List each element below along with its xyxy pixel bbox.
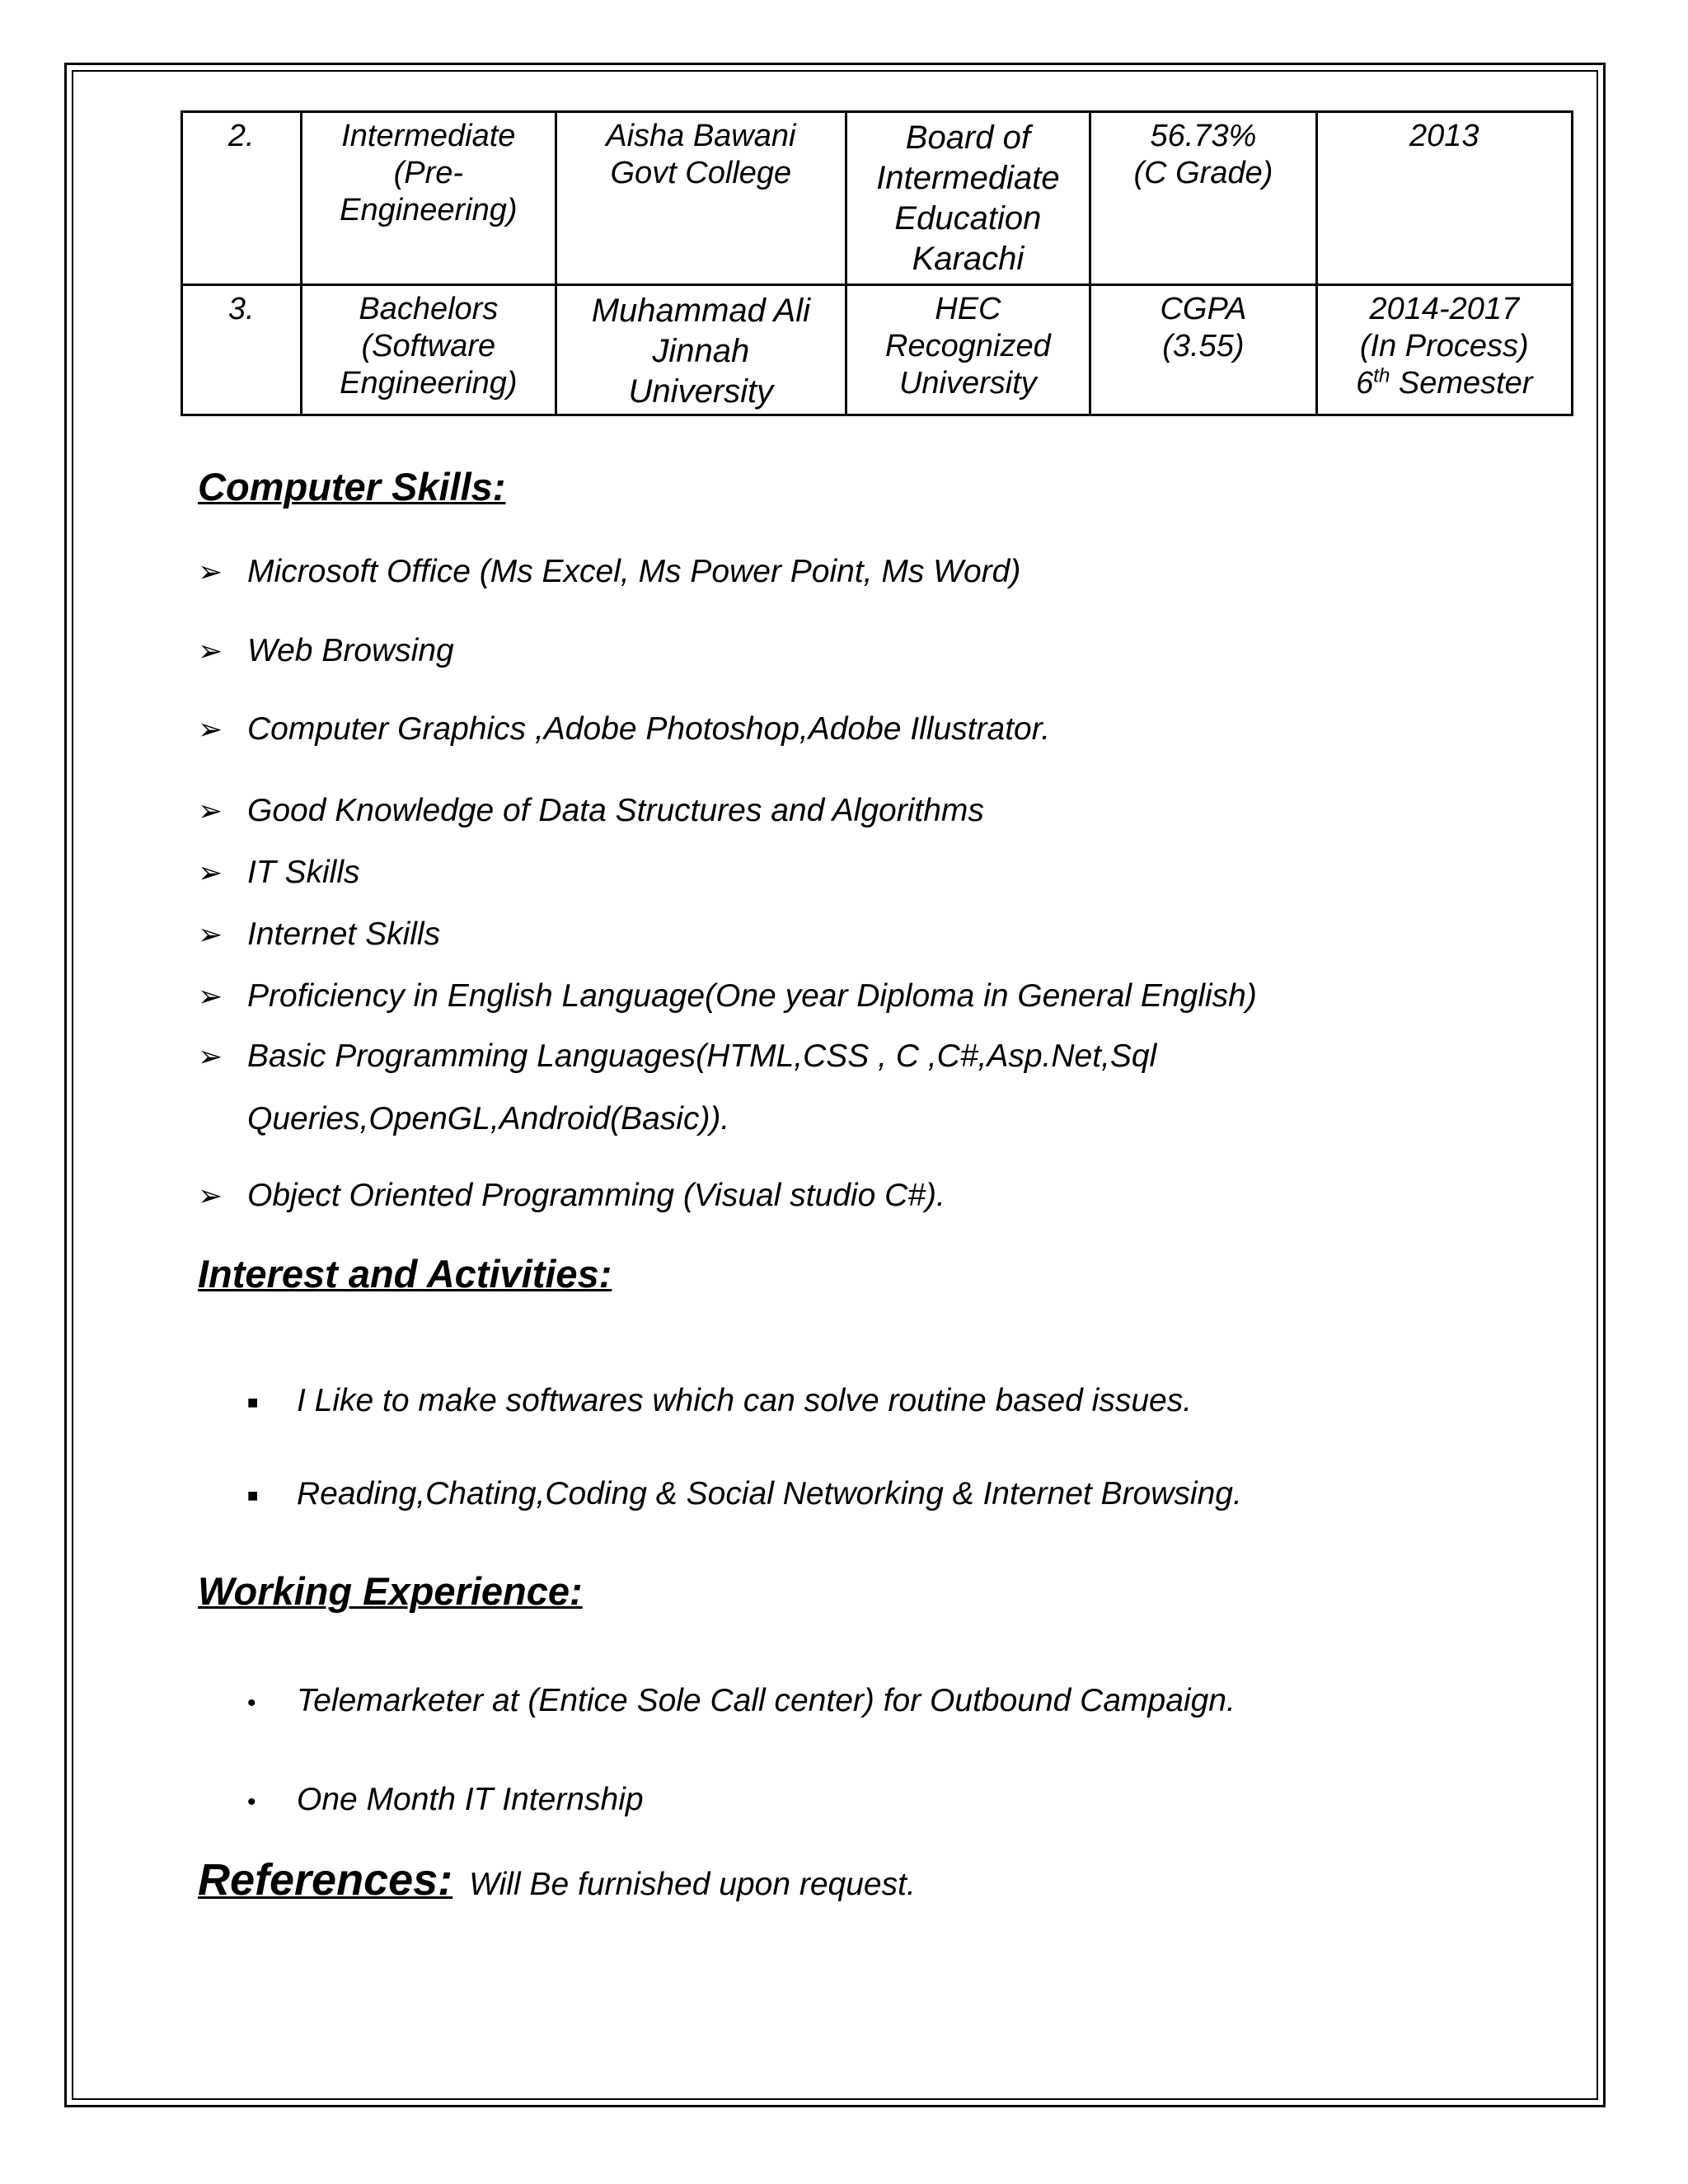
arrow-bullet-icon: ➢: [198, 979, 223, 1013]
square-bullet-icon: ■: [247, 1391, 259, 1413]
row-number: 2.: [182, 112, 302, 285]
list-item: ➢ Computer Graphics ,Adobe Photoshop,Adobe Illustrator.: [198, 698, 1050, 761]
dot-bullet-icon: •: [247, 1788, 256, 1816]
references-heading: References:: [198, 1855, 453, 1905]
list-item: ■ I Like to make softwares which can solve routine based issues.: [247, 1383, 1193, 1418]
year-cell: 2013: [1316, 112, 1572, 285]
institute-cell: Muhammad Ali Jinnah University: [556, 285, 846, 415]
list-item: • One Month IT Internship: [247, 1782, 644, 1817]
arrow-bullet-icon: ➢: [198, 855, 223, 889]
experience-heading: Working Experience:: [198, 1569, 583, 1613]
row-number: 3.: [182, 285, 302, 415]
arrow-bullet-icon: ➢: [198, 634, 223, 668]
degree-cell: Bachelors (Software Engineering): [301, 285, 556, 415]
board-cell: HEC Recognized University: [846, 285, 1090, 415]
list-item: • Telemarketer at (Entice Sole Call center) for Outbound Campaign.: [247, 1683, 1236, 1718]
arrow-bullet-icon: ➢: [198, 555, 223, 588]
square-bullet-icon: ■: [247, 1484, 259, 1506]
result-cell: CGPA (3.55): [1090, 285, 1316, 415]
list-item-continuation: Queries,OpenGL,Android(Basic)).: [247, 1101, 730, 1137]
arrow-bullet-icon: ➢: [198, 794, 223, 827]
interests-heading: Interest and Activities:: [198, 1252, 612, 1296]
result-cell: 56.73% (C Grade): [1090, 112, 1316, 285]
references-row: [198, 1854, 916, 1905]
computer-skills-heading: Computer Skills:: [198, 465, 506, 509]
list-item: ■ Reading,Chating,Coding & Social Networking & Internet Browsing.: [247, 1476, 1242, 1511]
board-cell: Board of Intermediate Education Karachi: [846, 112, 1090, 285]
list-item: ➢ Internet Skills: [198, 903, 440, 966]
list-item: ➢ Object Oriented Programming (Visual studio C#).: [198, 1165, 945, 1227]
institute-cell: Aisha Bawani Govt College: [556, 112, 846, 285]
list-item: ➢ Good Knowledge of Data Structures and Algorithms: [198, 780, 984, 842]
table-row: [182, 285, 1573, 415]
list-item: ➢ Basic Programming Languages(HTML,CSS , C ,C#,Asp.Net,Sql Queries,OpenGL,Android(Basic)).: [198, 1025, 1156, 1151]
arrow-bullet-icon: ➢: [198, 1039, 223, 1073]
list-item: ➢ Web Browsing: [198, 620, 454, 682]
table-row: [182, 112, 1573, 285]
references-text: Will Be furnished upon request.: [469, 1867, 916, 1902]
list-item: ➢ Proficiency in English Language(One year Diploma in General English): [198, 965, 1257, 1028]
dot-bullet-icon: •: [247, 1690, 256, 1717]
degree-cell: Intermediate (Pre- Engineering): [301, 112, 556, 285]
arrow-bullet-icon: ➢: [198, 917, 223, 951]
list-item: ➢ Microsoft Office (Ms Excel, Ms Power Point, Ms Word): [198, 541, 1020, 603]
list-item: ➢ IT Skills: [198, 841, 360, 904]
year-cell: 2014-2017 (In Process) 6th Semester: [1316, 285, 1572, 415]
education-table: [181, 110, 1573, 416]
arrow-bullet-icon: ➢: [198, 1179, 223, 1212]
arrow-bullet-icon: ➢: [198, 712, 223, 746]
